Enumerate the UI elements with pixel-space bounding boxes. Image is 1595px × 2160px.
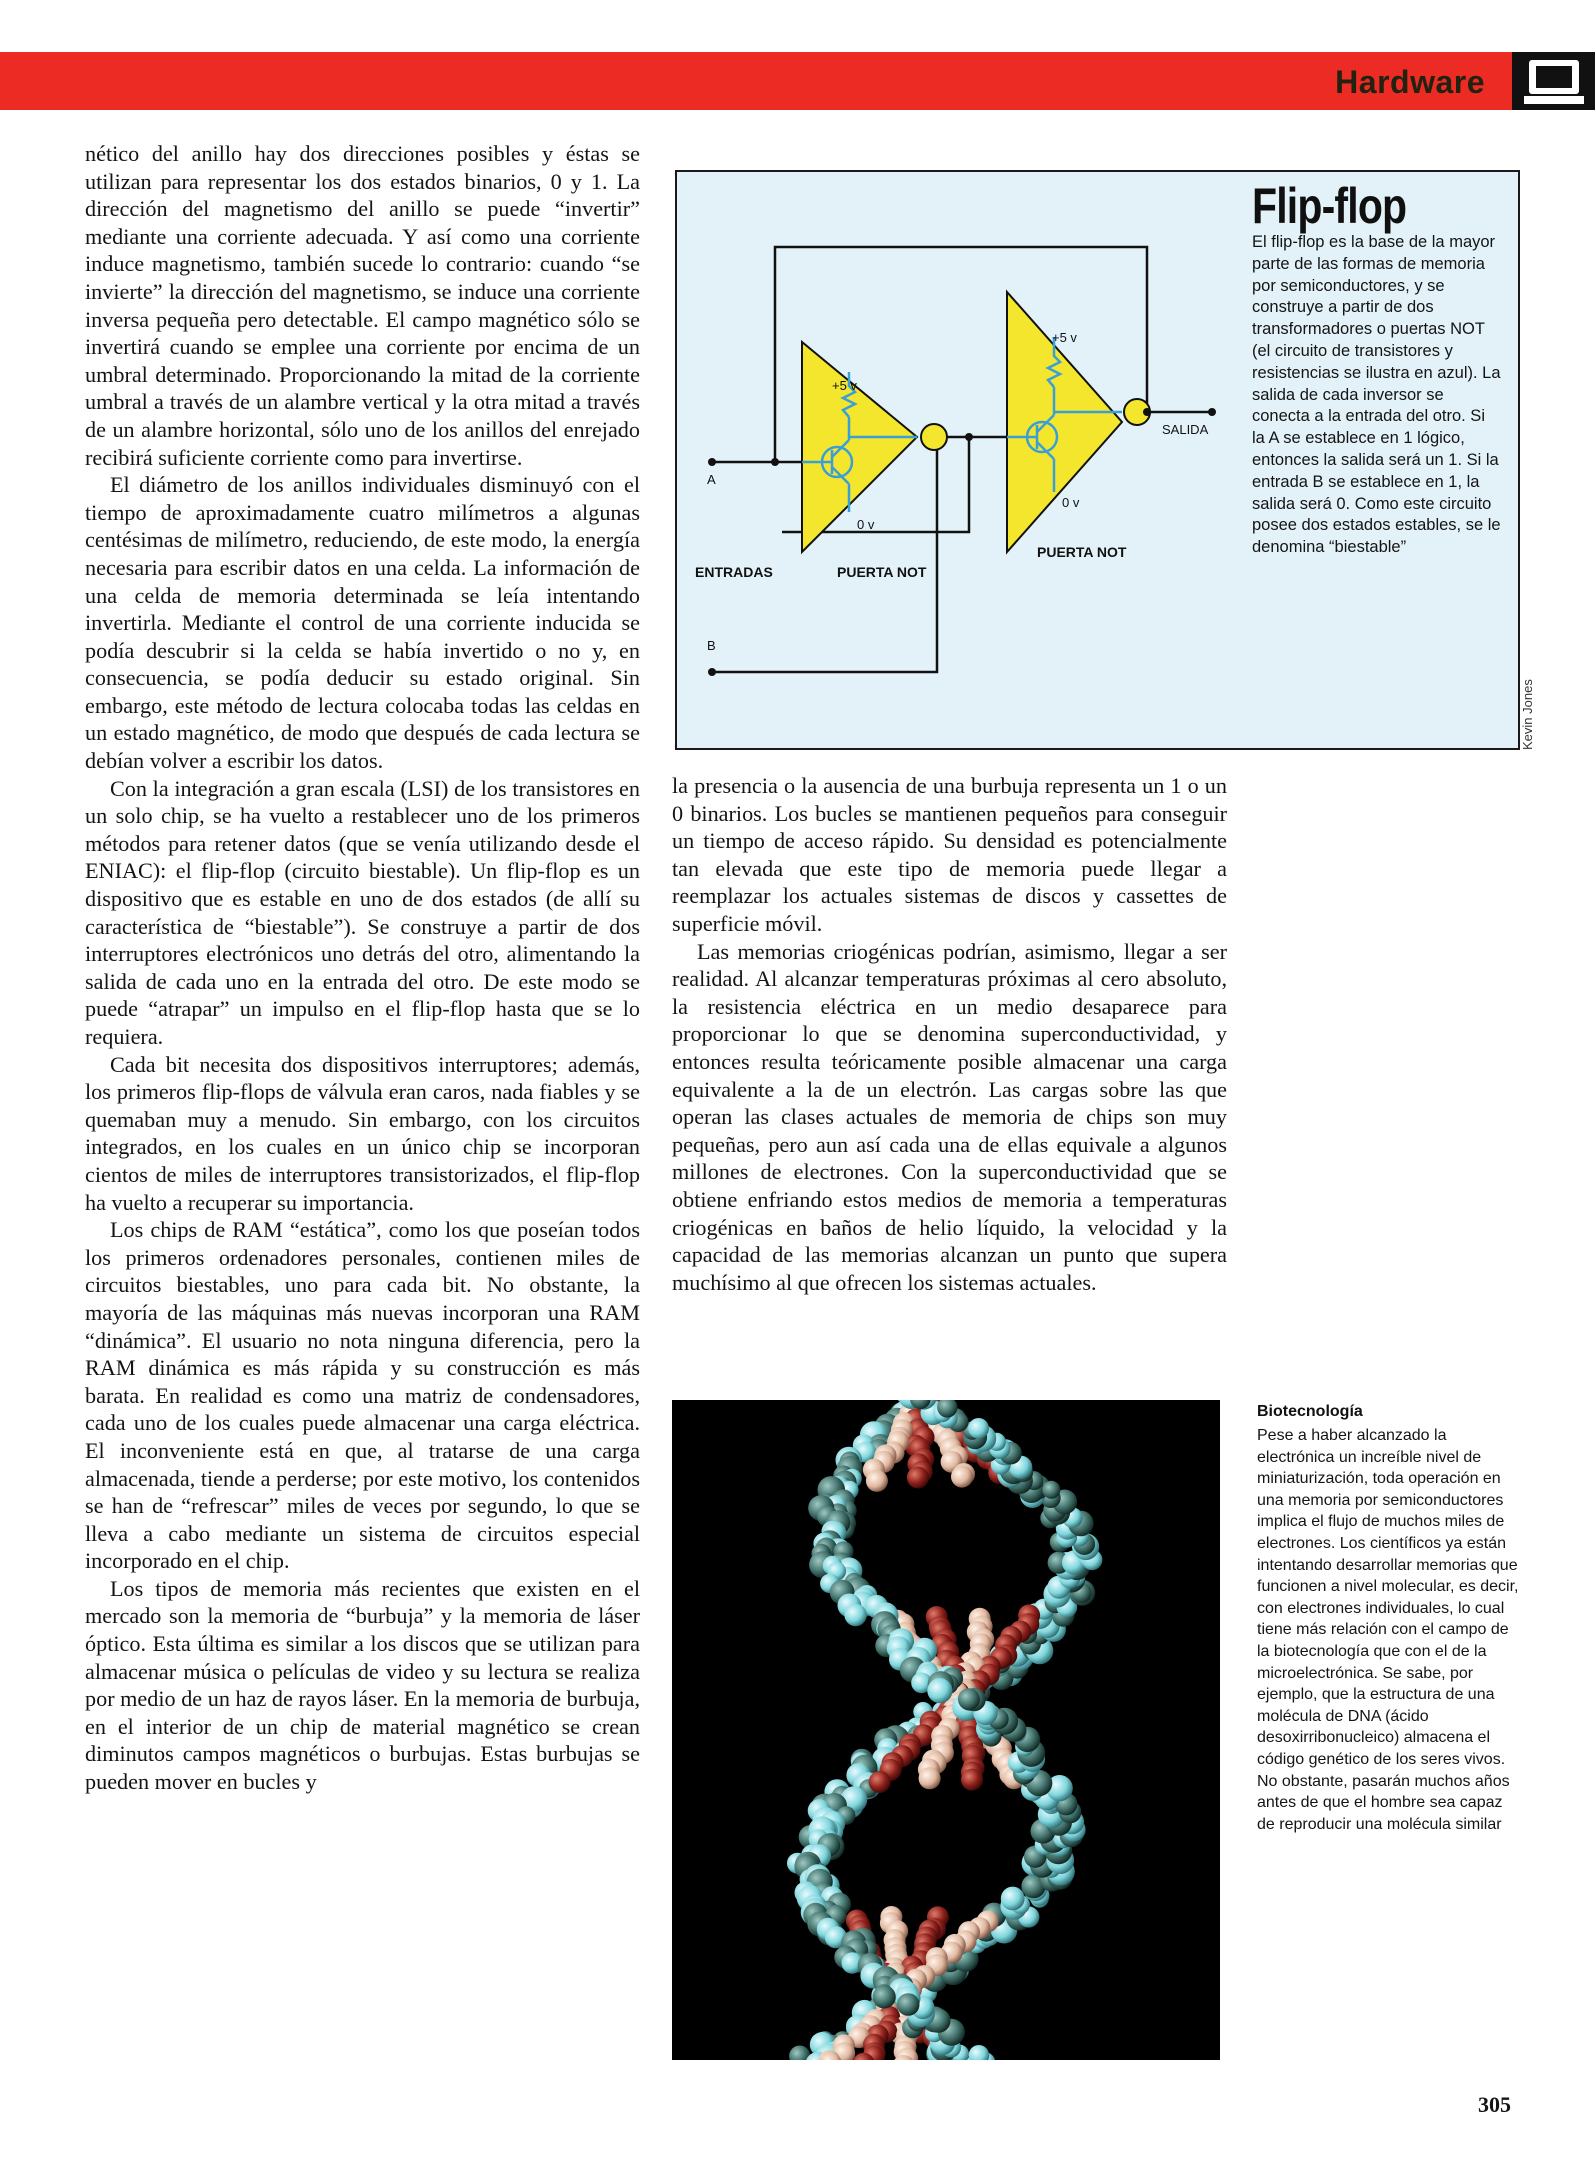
section-label: Hardware — [1335, 64, 1485, 100]
paragraph: Los tipos de memoria más recientes que existen en el mercado son la memoria de “burbuja” y la memoria de láser óptico. Esta última es similar a los discos que se utilizan para almacenar música o películas de video y su lectura se realiza por medio de un haz de rayos láser. En la memoria de burbuja, en el interior de un chip de material magnético se crean diminutos campos magnéticos o burbujas. Estas burbujas se pueden mover en bucles y — [85, 1575, 640, 1795]
dna-molecule-photo — [672, 1400, 1220, 2060]
output-terminal — [1208, 408, 1216, 416]
gate2-label: PUERTA NOT — [1037, 544, 1127, 560]
caption-title: Biotecnología — [1257, 1403, 1363, 1420]
junction-dot — [965, 433, 973, 441]
atom-sphere — [897, 1993, 920, 2016]
atom-sphere — [869, 1771, 891, 1793]
atom-sphere — [844, 1604, 866, 1626]
input-b-terminal — [708, 668, 716, 676]
input-a-label: A — [707, 472, 716, 487]
paragraph: Las memorias criogénicas podrían, asimismo, llegar a ser realidad. Al alcanzar temperaturas próximas al cero absoluto, la resistencia eléctrica en un medio desaparece para proporcionar lo que se denomina superconductividad, y entonces resulta teóricamente posible almacenar una carga equivalente a la de un electrón. Las cargas sobre las que operan las clases actuales de memoria de chips son muy pequeñas, pero aun así cada una de ellas equivale a algunos millones de electrones. Con la superconductividad que se obtiene enfriando estos medios de memoria a temperaturas criogénicas en baños de helio líquido, la velocidad y la capacidad de las memorias alcanzan un punto que supera muchísimo al que ofrecen los sistemas actuales. — [672, 938, 1227, 1295]
atom-sphere — [919, 1767, 941, 1789]
vcc-label-1: +5 v — [832, 378, 857, 393]
article-column-1 — [85, 140, 640, 1796]
paragraph: Los chips de RAM “estática”, como los que poseían todos los primeros ordenadores personales, contienen miles de circuitos biestables, uno para cada bit. No obstante, la mayoría de las máquinas más nuevas incorporan una RAM “dinámica”. El usuario no nota ninguna diferencia, pero la RAM dinámica es más rápida y su construcción es más barata. En realidad es como una matriz de condensadores, cada uno de los cuales puede almacenar una carga eléctrica. El inconveniente está en que, al tratarse de una carga almacenada, tiende a perderse; por este motivo, los contenidos se han de “refrescar” miles de veces por segundo, lo que se lleva a cabo mediante un sistema de circuitos especial incorporado en el chip. — [85, 1217, 640, 1574]
vcc-label-2: +5 v — [1052, 330, 1077, 345]
atom-sphere — [873, 1985, 896, 2008]
figure-credit: Kevin Jones — [1520, 679, 1535, 750]
inputs-label: ENTRADAS — [695, 564, 773, 580]
output-label: SALIDA — [1162, 422, 1209, 437]
paragraph: la presencia o la ausencia de una burbuja representa un 1 o un 0 binarios. Los bucles se mantienen pequeños para conseguir un tiempo de acceso rápido. Su densidad es potencialmente tan elevada que este tipo de memoria puede llegar a reemplazar los actuales sistemas de discos y cassettes de superficie móvil. — [672, 773, 1227, 936]
junction-dot — [1143, 408, 1151, 416]
atom-sphere — [789, 2046, 810, 2061]
paragraph: Cada bit necesita dos dispositivos interruptores; además, los primeros flip-flops de válvula eran caros, nada fiables y se quemaban muy a menudo. Sin embargo, con los circuitos integrados, en los cuales en un único chip se incorporan cientos de miles de interruptores transistorizados, el flip-flop ha vuelto a recuperar su importancia. — [85, 1051, 640, 1215]
atom-sphere — [1001, 1887, 1025, 1911]
junction-dot — [771, 458, 779, 466]
dna-helix-image — [672, 1400, 1220, 2060]
paragraph: El diámetro de los anillos individuales disminuyó con el tiempo de aproximadamente cuatro milímetros a algunas centésimas de milímetro, reduciendo, de este modo, la energía necesaria para escribir datos en una celda. La información de una celda de memoria determinada se leía intentando invertirla. Mediante el control de una corriente inducida se podía descubrir si la celda se había invertido o no y, en consecuencia, se podía deducir su estado original. Sin embargo, este método de lectura colocaba todas las celdas en un estado magnético, de modo que después de cada lectura se debían volver a escribir los datos. — [85, 472, 640, 774]
caption-text: Pese a haber alcanzado la electrónica un increíble nivel de miniaturización, toda operación en una memoria por semiconductores implica el flujo de muchos miles de electrones. Los científicos ya están intentando desarrollar memorias que funcionen a nivel molecular, es decir, con electrones individuales, lo cual tiene más relación con el campo de la biotecnología que con el de la microelectrónica. Se sabe, por ejemplo, que la estructura de una molécula de DNA (ácido desoxirribonucleico) almacena el código genético de los seres vivos. No obstante, pasarán muchos años antes de que el hombre sea capaz de reproducir una molécula similar — [1257, 1427, 1519, 1833]
article-column-2 — [672, 772, 1227, 1296]
gnd-label-2: 0 v — [1062, 495, 1080, 510]
atom-sphere — [951, 1466, 973, 1488]
input-b-label: B — [707, 638, 716, 653]
page-number: 305 — [1478, 2092, 1511, 2117]
figure-title: Flip-flop — [1252, 178, 1407, 234]
not-gate-1-bubble — [921, 424, 947, 450]
atom-sphere — [927, 1678, 952, 1703]
figure-description: El flip-flop es la base de la mayor parte de las formas de memoria por semiconductores, y se construye a partir de dos transformadores o puertas NOT (el circuito de transistores y resistencias se ilustra en azul). La salida de cada inversor se conecta a la entrada del otro. Si la A se establece en 1 lógico, entonces la salida será un 1. Si la entrada B se establece en 1, la salida será 0. Como este circuito posee dos estados estables, se le denomina “biestable” — [1252, 233, 1501, 557]
atom-sphere — [1042, 1481, 1060, 1499]
computer-terminal-icon — [1512, 52, 1595, 110]
atom-sphere — [958, 1688, 980, 1710]
gate1-label: PUERTA NOT — [837, 564, 927, 580]
paragraph: nético del anillo hay dos direcciones posibles y éstas se utilizan para representar los dos estados binarios, 0 y 1. La dirección del magnetismo del anillo se puede “invertir” mediante una corriente adecuada. Y así como una corriente induce magnetismo, también sucede lo contrario: cuando “se invierte” la dirección del magnetismo, se induce una corriente inversa pequeña pero detectable. El campo magnético sólo se invertirá cuando se emplee una corriente por encima de un umbral determinado. Proporcionando la mitad de la corriente umbral a través de un alambre vertical y la otra mitad a través de un alambre horizontal, sólo uno de los anillos del enrejado recibirá suficiente corriente como para invertirse. — [85, 141, 640, 470]
atom-sphere — [968, 1418, 989, 1439]
gnd-label-1: 0 v — [857, 517, 875, 532]
atom-sphere — [907, 1467, 929, 1489]
atom-sphere — [969, 2045, 990, 2060]
paragraph: Con la integración a gran escala (LSI) de los transistores en un solo chip, se ha vuelto a restablecer uno de los primeros métodos para retener datos (que se venía utilizando desde el ENIAC): el flip-flop (circuito biestable). Un flip-flop es un dispositivo que es estable en uno de dos estados (de allí su característica de “biestable”). Se construye a partir de dos interruptores electrónicos uno detrás del otro, alimentando la salida de cada uno en la entrada del otro. De este modo se puede “atrapar” un impulso en el flip-flop hasta que se lo requiera. — [85, 775, 640, 1049]
atom-sphere — [961, 1769, 983, 1791]
input-a-terminal — [708, 458, 716, 466]
atom-sphere — [866, 1470, 888, 1492]
